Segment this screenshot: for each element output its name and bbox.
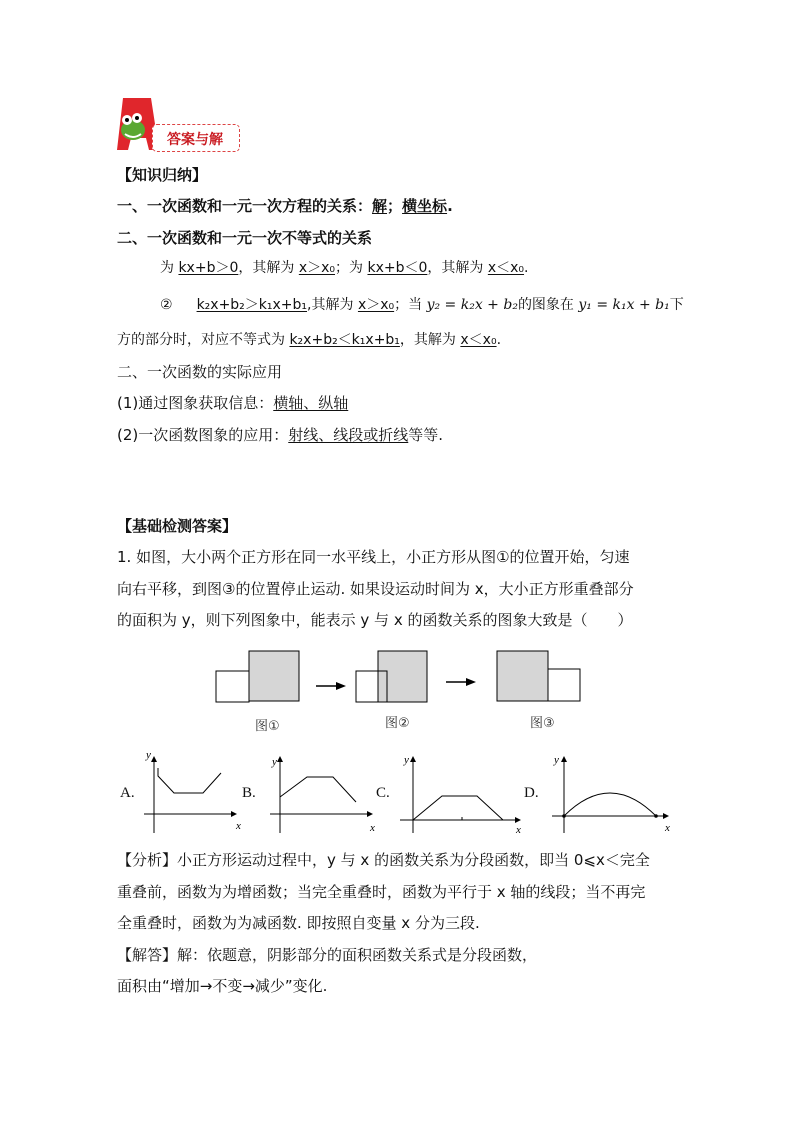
analysis-line-2: 重叠前，函数为为增函数；当完全重叠时，函数为平行于 x 轴的线段；当不再完: [117, 883, 646, 901]
axis-x-label: x: [370, 822, 375, 834]
item-application: 二、一次函数的实际应用: [117, 363, 283, 381]
inequality-line-c: 方的部分时，对应不等式为 k₂x+b₂＜k₁x+b₁，其解为 x＜x₀.: [117, 332, 502, 348]
option-c-graph: [400, 754, 521, 836]
option-d-graph: [552, 754, 670, 834]
axis-x-label: x: [516, 824, 521, 836]
analysis-line-3: 全重叠时，函数为为减函数. 即按照自变量 x 分为三段.: [117, 914, 480, 932]
arrow-1-icon: [316, 682, 346, 690]
item-inequality-relation: 二、一次函数和一元一次不等式的关系: [117, 229, 373, 247]
option-c-label: C.: [376, 785, 390, 801]
option-d-label: D.: [524, 785, 539, 801]
answer-label: 【解答】: [117, 946, 178, 964]
answer-line-2: 面积由“增加→不变→减少”变化.: [117, 977, 328, 995]
answer-line-1: 【解答】解：依题意，阴影部分的面积函数关系式是分段函数，: [117, 946, 538, 964]
option-b-label: B.: [242, 785, 256, 801]
option-a-graph: [144, 749, 241, 833]
analysis-label: 【分析】: [117, 851, 178, 869]
figure-label-3: 图③: [530, 716, 555, 731]
answer-badge: [115, 96, 245, 152]
section-title-knowledge: 【知识归纳】: [117, 166, 208, 184]
section-title-basic-test: 【基础检测答案】: [117, 517, 238, 535]
figure-label-1: 图①: [255, 719, 280, 734]
item-application-2: (2)一次函数图象的应用：射线、线段或折线等等.: [117, 426, 444, 444]
axis-x-label: x: [665, 822, 670, 834]
item-equation-relation: 一、一次函数和一元一次方程的关系：解；横坐标.: [117, 197, 453, 215]
inequality-line-b: ② k₂x+b₂＞k₁x+b₁,其解为 x＞x₀；当 y₂ = k₂x + b₂的图象在 y₁ = k₁x + b₁下: [160, 297, 684, 313]
question-line-1: 1. 如图，大小两个正方形在同一水平线上，小正方形从图①的位置开始，匀速: [117, 548, 630, 566]
figure-label-2: 图②: [385, 716, 410, 731]
option-b-graph: [270, 756, 375, 834]
axis-y-label: y: [554, 754, 559, 766]
option-a-label: A.: [120, 785, 135, 801]
arrow-2-icon: [446, 678, 476, 686]
badge-text: 答案与解: [167, 132, 223, 148]
figure-1: [216, 651, 299, 702]
analysis-line-1: 【分析】小正方形运动过程中，y 与 x 的函数关系为分段函数，即当 0⩽x＜完全: [117, 851, 650, 869]
figure-3: [497, 651, 580, 701]
axis-x-label: x: [236, 820, 241, 832]
option-graphs: [0, 745, 793, 845]
question-line-3: 的面积为 y，则下列图象中，能表示 y 与 x 的函数关系的图象大致是（ ）: [117, 611, 633, 629]
inequality-line-a: 为 kx+b＞0，其解为 x＞x₀；为 kx+b＜0，其解为 x＜x₀.: [160, 260, 529, 276]
item-application-1: (1)通过图象获取信息：横轴、纵轴: [117, 394, 349, 412]
question-line-2: 向右平移，到图③的位置停止运动. 如果设运动时间为 x，大小正方形重叠部分: [117, 580, 634, 598]
axis-y-label: y: [404, 754, 409, 766]
figure-2: [356, 651, 427, 702]
axis-y-label: y: [146, 749, 151, 761]
axis-y-label: y: [272, 756, 277, 768]
